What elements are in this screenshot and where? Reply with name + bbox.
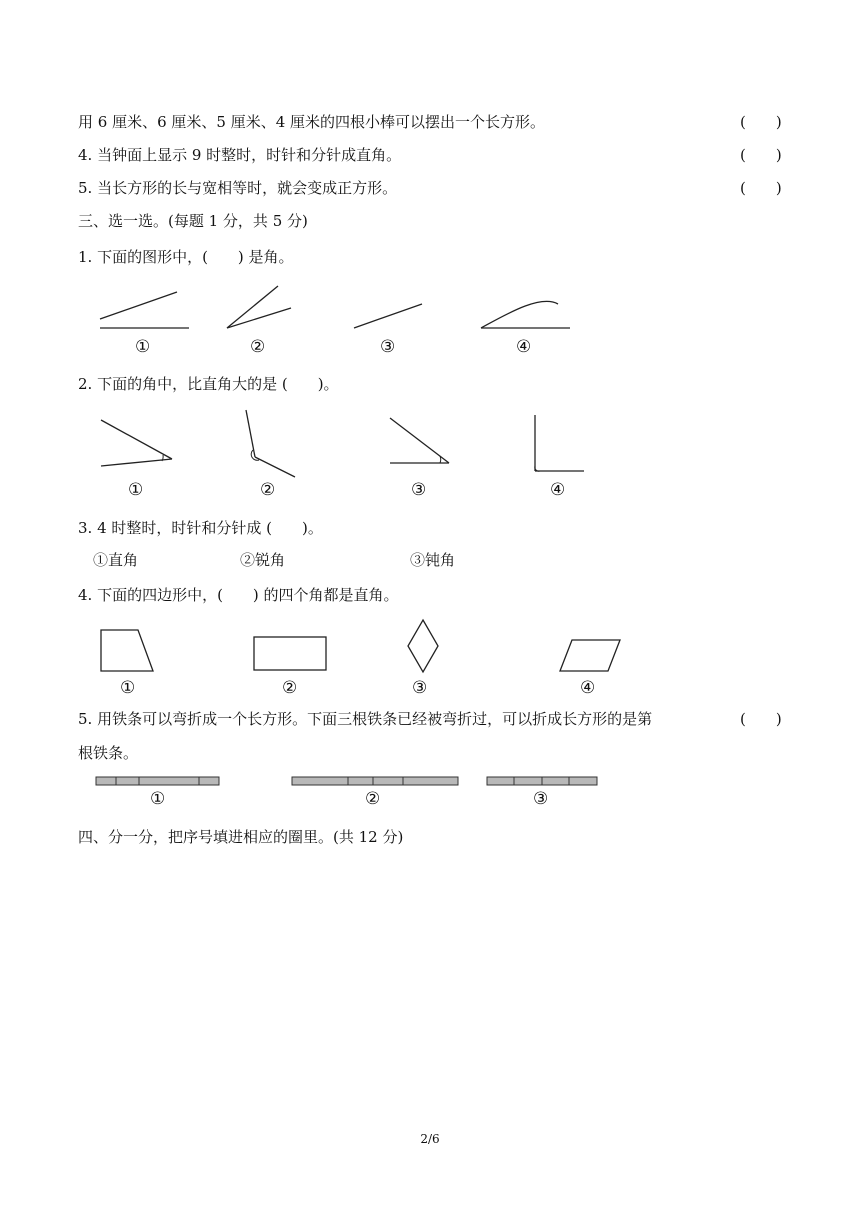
q1-figures <box>0 280 860 360</box>
q1-fig2-ray1 <box>227 286 278 328</box>
q4-figures <box>0 620 860 680</box>
q2-label-2: ② <box>260 480 276 500</box>
q4-label-2: ② <box>282 678 298 698</box>
q4-trapezoid <box>101 630 153 671</box>
q5-question: 5. 用铁条可以弯折成一个长方形。下面三根铁条已经被弯折过，可以折成长方形的是第 <box>78 710 653 728</box>
q4-rectangle <box>254 637 326 670</box>
q5-label-3: ③ <box>533 789 549 809</box>
q5-label-1: ① <box>150 789 166 809</box>
q3-option-3: ③钝角 <box>410 551 456 569</box>
q4-rhombus <box>408 620 438 672</box>
q2-question: 2. 下面的角中，比直角大的是 ( )。 <box>78 375 339 393</box>
q1-label-1: ① <box>135 337 151 357</box>
q4-label-1: ① <box>120 678 136 698</box>
tf-item-4-answer-blank[interactable]: ( ) <box>740 146 782 164</box>
tf-item-4-text: 4. 当钟面上显示 9 时整时，时针和分针成直角。 <box>78 146 402 164</box>
tf-item-3-answer-blank[interactable]: ( ) <box>740 113 782 131</box>
q4-label-3: ③ <box>412 678 428 698</box>
q2-label-4: ④ <box>550 480 566 500</box>
q2-label-1: ① <box>128 480 144 500</box>
q1-label-3: ③ <box>380 337 396 357</box>
q3-option-1: ①直角 <box>93 551 139 569</box>
q5-answer-blank[interactable]: ( ) <box>740 710 782 728</box>
q4-question: 4. 下面的四边形中，( ) 的四个角都是直角。 <box>78 586 399 604</box>
tf-item-5-answer-blank[interactable]: ( ) <box>740 179 782 197</box>
q4-parallelogram <box>560 640 620 671</box>
q1-fig2-ray2 <box>227 308 291 328</box>
q2-figures <box>0 405 860 480</box>
section-3-heading: 三、选一选。(每题 1 分，共 5 分) <box>78 212 308 230</box>
q5-label-2: ② <box>365 789 381 809</box>
tf-item-3-text: 用 6 厘米、6 厘米、5 厘米、4 厘米的四根小棒可以摆出一个长方形。 <box>78 113 546 131</box>
q2-label-3: ③ <box>411 480 427 500</box>
q1-fig1-ray <box>100 292 177 319</box>
q5-figures <box>0 774 860 790</box>
page-number: 2/6 <box>420 1132 440 1146</box>
q1-question: 1. 下面的图形中，( ) 是角。 <box>78 248 294 266</box>
q1-label-2: ② <box>250 337 266 357</box>
q1-fig4-curve <box>481 301 558 328</box>
q5-strip-1 <box>96 777 219 785</box>
q5-strip-2 <box>292 777 458 785</box>
q1-fig3-line <box>354 304 422 328</box>
q4-label-4: ④ <box>580 678 596 698</box>
q5-question-cont: 根铁条。 <box>78 744 139 762</box>
tf-item-5-text: 5. 当长方形的长与宽相等时，就会变成正方形。 <box>78 179 398 197</box>
section-4-heading: 四、分一分，把序号填进相应的圈里。(共 12 分) <box>78 828 404 846</box>
q3-question: 3. 4 时整时，时针和分针成 ( )。 <box>78 519 323 537</box>
q3-option-2: ②锐角 <box>240 551 286 569</box>
q1-label-4: ④ <box>516 337 532 357</box>
